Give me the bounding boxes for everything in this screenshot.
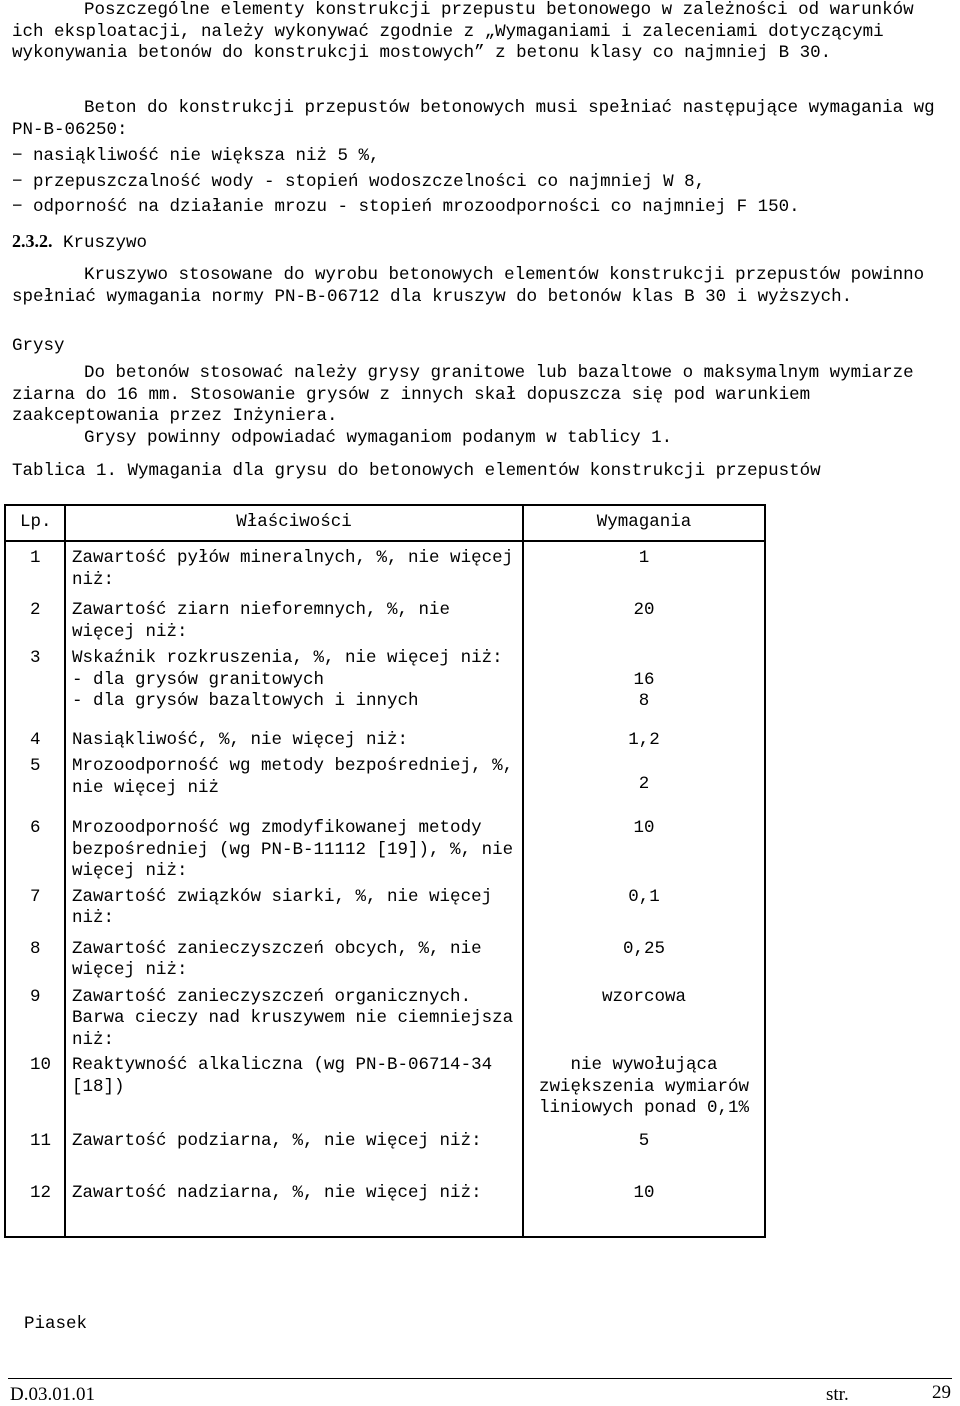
row-number: 11 bbox=[5, 1129, 65, 1181]
row-property: Zawartość zanieczyszczeń organicznych. Barwa cieczy nad kruszywem nie ciemniejsza niż: bbox=[65, 985, 523, 1054]
requirements-table bbox=[4, 504, 766, 1238]
table-row bbox=[5, 754, 765, 816]
header-properties: Właściwości bbox=[65, 505, 523, 541]
row-property: Nasiąkliwość, %, nie więcej niż: bbox=[65, 728, 523, 754]
row-requirement: 5 bbox=[523, 1129, 765, 1181]
row-number: 5 bbox=[5, 754, 65, 816]
grysy-heading: Grysy bbox=[12, 336, 65, 356]
table-row bbox=[5, 937, 765, 985]
row-property: Zawartość ziarn nieforemnych, %, nie więcej niż: bbox=[65, 598, 523, 646]
table-row bbox=[5, 546, 765, 598]
row-property: Zawartość podziarna, %, nie więcej niż: bbox=[65, 1129, 523, 1181]
row-number: 1 bbox=[5, 546, 65, 598]
header-lp: Lp. bbox=[5, 505, 65, 541]
row-property: Zawartość zanieczyszczeń obcych, %, nie więcej niż: bbox=[65, 937, 523, 985]
footer-doc-code: D.03.01.01 bbox=[10, 1384, 95, 1405]
row-requirement: 20 bbox=[523, 598, 765, 646]
row-number: 12 bbox=[5, 1181, 65, 1237]
footer-page-label: str. bbox=[826, 1384, 849, 1405]
row-number: 2 bbox=[5, 598, 65, 646]
row-property: Mrozoodporność wg zmodyfikowanej metody bezpośredniej (wg PN-B-11112 [19]), %, nie więcej niż: bbox=[65, 816, 523, 885]
table-row bbox=[5, 885, 765, 937]
table-row bbox=[5, 816, 765, 885]
intro-paragraph-2: Beton do konstrukcji przepustów betonowych musi spełniać następujące wymagania wg PN-B-06250: bbox=[12, 98, 935, 140]
footer-page-number: 29 bbox=[932, 1382, 951, 1403]
table-row bbox=[5, 646, 765, 728]
table-row bbox=[5, 1129, 765, 1181]
row-property: Wskaźnik rozkruszenia, %, nie więcej niż: - dla grysów granitowych - dla grysów bazaltowych i innych bbox=[65, 646, 523, 728]
row-number: 3 bbox=[5, 646, 65, 728]
table-row bbox=[5, 985, 765, 1054]
row-requirement: 1 bbox=[523, 546, 765, 598]
section-heading bbox=[12, 231, 147, 255]
section-title: Kruszywo bbox=[63, 233, 148, 253]
row-property: Reaktywność alkaliczna (wg PN-B-06714-34 [18]) bbox=[65, 1053, 523, 1129]
requirement-bullet: − odporność na działanie mrozu - stopień mrozoodporności co najmniej F 150. bbox=[12, 197, 800, 217]
row-property: Zawartość pyłów mineralnych, %, nie więcej niż: bbox=[65, 546, 523, 598]
footer-divider bbox=[8, 1378, 952, 1379]
header-requirements: Wymagania bbox=[523, 505, 765, 541]
row-requirement: wzorcowa bbox=[523, 985, 765, 1054]
row-requirement: 0,1 bbox=[523, 885, 765, 937]
requirement-bullet: − przepuszczalność wody - stopień wodoszczelności co najmniej W 8, bbox=[12, 172, 706, 192]
row-requirement: 2 bbox=[523, 754, 765, 816]
intro-paragraph-1: Poszczególne elementy konstrukcji przepustu betonowego w zależności od warunków ich eksploatacji, należy wykonywać zgodnie z „Wymaganiami i zaleceniami dotyczącymi wykonywania betonów do konstrukcji mostowych” z betonu klasy co najmniej B 30. bbox=[12, 0, 914, 63]
row-requirement: nie wywołująca zwiększenia wymiarów liniowych ponad 0,1% bbox=[523, 1053, 765, 1129]
row-requirement: 16 8 bbox=[523, 646, 765, 728]
row-requirement: 0,25 bbox=[523, 937, 765, 985]
row-number: 10 bbox=[5, 1053, 65, 1129]
piasek-heading: Piasek bbox=[24, 1314, 88, 1334]
section-paragraph-2: Do betonów stosować należy grysy granitowe lub bazaltowe o maksymalnym wymiarze ziarna do 16 mm. Stosowanie grysów z innych skał dopuszcza się pod warunkiem zaakceptowania przez Inżyniera. bbox=[12, 363, 914, 426]
row-property: Zawartość związków siarki, %, nie więcej niż: bbox=[65, 885, 523, 937]
row-requirement: 10 bbox=[523, 816, 765, 885]
row-number: 6 bbox=[5, 816, 65, 885]
table-caption: Tablica 1. Wymagania dla grysu do betonowych elementów konstrukcji przepustów bbox=[12, 461, 821, 481]
row-property: Zawartość nadziarna, %, nie więcej niż: bbox=[65, 1181, 523, 1237]
row-requirement: 1,2 bbox=[523, 728, 765, 754]
row-number: 4 bbox=[5, 728, 65, 754]
row-number: 7 bbox=[5, 885, 65, 937]
row-number: 8 bbox=[5, 937, 65, 985]
table-row bbox=[5, 1181, 765, 1237]
table-row bbox=[5, 598, 765, 646]
section-paragraph-1: Kruszywo stosowane do wyrobu betonowych elementów konstrukcji przepustów powinno spełniać wymagania normy PN-B-06712 dla kruszyw do betonów klas B 30 i wyższych. bbox=[12, 265, 925, 307]
table-row bbox=[5, 1053, 765, 1129]
row-property: Mrozoodporność wg metody bezpośredniej, %, nie więcej niż bbox=[65, 754, 523, 816]
table-body bbox=[5, 546, 765, 1237]
table-row bbox=[5, 728, 765, 754]
table-header-row bbox=[5, 505, 765, 541]
row-number: 9 bbox=[5, 985, 65, 1054]
requirement-bullet: − nasiąkliwość nie większa niż 5 %, bbox=[12, 146, 380, 166]
section-paragraph-3: Grysy powinny odpowiadać wymaganiom podanym w tablicy 1. bbox=[84, 428, 673, 448]
section-number: 2.3.2. bbox=[12, 231, 53, 251]
row-requirement: 10 bbox=[523, 1181, 765, 1237]
